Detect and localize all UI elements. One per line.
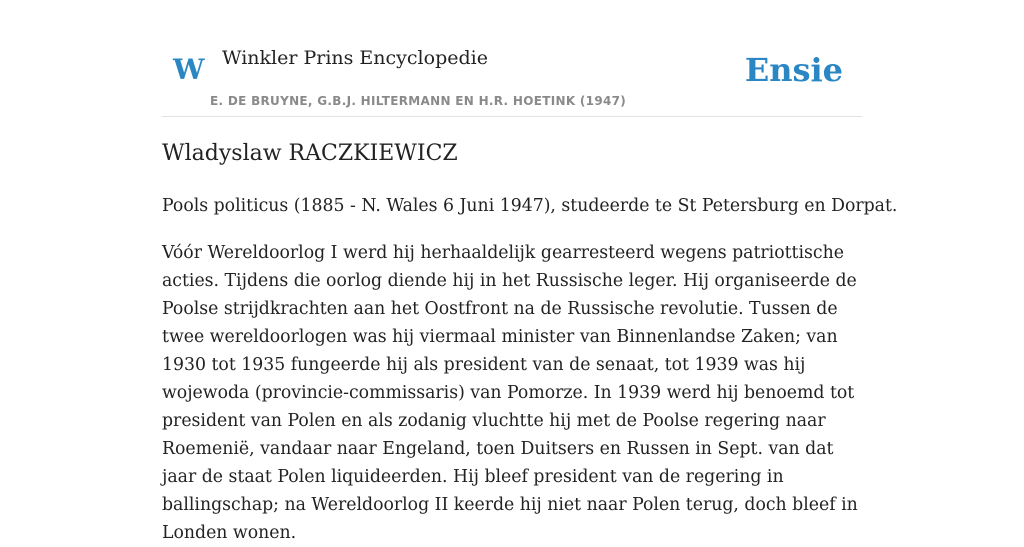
ensie-logo[interactable]: Ensie — [744, 51, 843, 89]
source-title[interactable]: Winkler Prins Encyclopedie — [222, 47, 488, 69]
article-title: Wladyslaw RACZKIEWICZ — [162, 141, 458, 166]
winkler-prins-logo-icon[interactable]: W — [173, 53, 205, 86]
source-authors: E. DE BRUYNE, G.B.J. HILTERMANN EN H.R. HOETINK (1947) — [210, 94, 627, 108]
source-header — [162, 30, 862, 117]
article-paragraph: Pools politicus (1885 - N. Wales 6 Juni 1947), studeerde te St Petersburg en Dorpat. — [162, 196, 898, 216]
article-paragraph: Vóór Wereldoorlog I werd hij herhaaldelijk gearresteerd wegens patriottische acties. Tijdens die oorlog diende hij in het Russische leger. Hij organiseerde de Poolse strijdkrachten aan het Oostfront na de Russische revolutie. Tussen de twee wereldoorlogen was hij viermaal minister van Binnenlandse Zaken; van 1930 tot 1935 fungeerde hij als president van de senaat, tot 1939 was hij wojewoda (provincie-commissaris) van Pomorze. In 1939 werd hij benoemd tot president van Polen en als zodanig vluchtte hij met de Poolse regering naar Roemenië, vandaar naar Engeland, toen Duitsers en Russen in Sept. van dat jaar de staat Polen liquideerden. Hij bleef president van de regering in ballingschap; na Wereldoorlog II keerde hij niet naar Polen terug, doch bleef in Londen wonen. — [162, 243, 858, 543]
article-content — [162, 138, 898, 547]
